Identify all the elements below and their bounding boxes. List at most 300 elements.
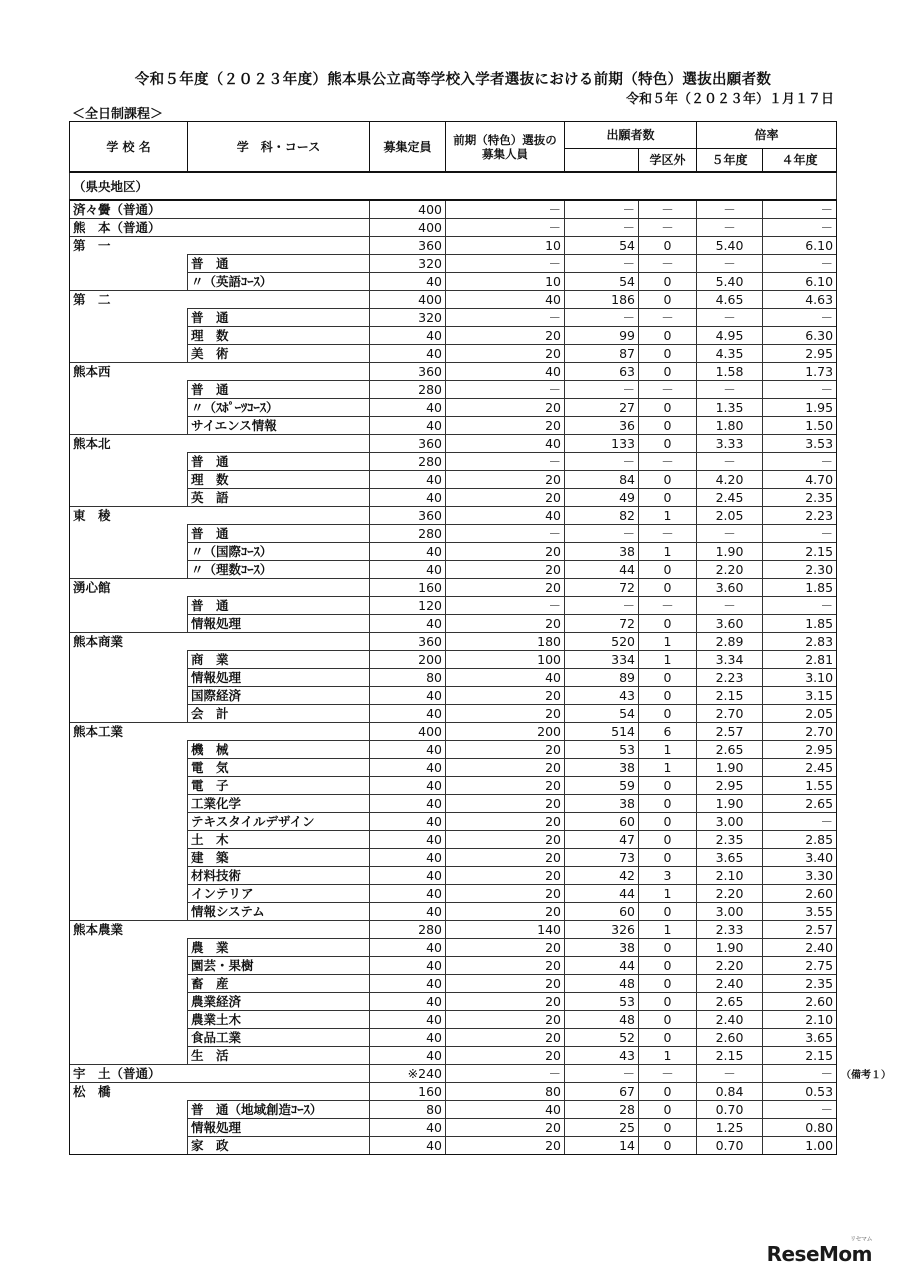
quota-cell: 400 [370, 723, 446, 741]
early-quota-cell: 20 [446, 1137, 565, 1155]
ratio-r5-cell: － [697, 200, 763, 219]
early-quota-cell: 180 [446, 633, 565, 651]
early-quota-cell: 20 [446, 795, 565, 813]
ratio-r5-cell: 3.65 [697, 849, 763, 867]
applicants-cell: 42 [565, 867, 639, 885]
applicants-cell: － [565, 309, 639, 327]
ratio-r5-cell: 2.15 [697, 1047, 763, 1065]
applicants-cell: 89 [565, 669, 639, 687]
school-name [70, 345, 188, 363]
quota-cell: 40 [370, 1137, 446, 1155]
early-quota-cell: 20 [446, 813, 565, 831]
outside-cell: 1 [639, 651, 697, 669]
header-applicants: 出願者数 [565, 122, 697, 149]
quota-cell: 40 [370, 795, 446, 813]
dept-name: 園芸・果樹 [188, 957, 370, 975]
dept-row [70, 327, 837, 345]
dept-row [70, 471, 837, 489]
outside-cell: 1 [639, 507, 697, 525]
dept-row [70, 543, 837, 561]
early-quota-cell: － [446, 525, 565, 543]
quota-cell: 40 [370, 777, 446, 795]
outside-cell: 0 [639, 1137, 697, 1155]
school-name [70, 543, 188, 561]
dept-row [70, 1119, 837, 1137]
ratio-r5-cell: 1.80 [697, 417, 763, 435]
quota-cell: 360 [370, 507, 446, 525]
outside-cell: 0 [639, 489, 697, 507]
ratio-r4-cell: － [763, 813, 837, 831]
header-r5: ５年度 [697, 149, 763, 173]
early-quota-cell: 20 [446, 615, 565, 633]
ratio-r4-cell: 2.85 [763, 831, 837, 849]
ratio-r5-cell: 2.23 [697, 669, 763, 687]
school-name: 済々黌（普通） [70, 200, 188, 219]
ratio-r5-cell: － [697, 597, 763, 615]
ratio-r5-cell: 4.95 [697, 327, 763, 345]
early-quota-cell: 20 [446, 975, 565, 993]
ratio-r4-cell: 6.10 [763, 237, 837, 255]
dept-row [70, 489, 837, 507]
school-row [70, 219, 837, 237]
dept-name: 農業土木 [188, 1011, 370, 1029]
dept-name [188, 237, 370, 255]
outside-cell: 0 [639, 417, 697, 435]
school-name [70, 651, 188, 669]
dept-name: 普 通 [188, 381, 370, 399]
dept-name: 美 術 [188, 345, 370, 363]
outside-cell: 0 [639, 957, 697, 975]
document-title: 令和５年度（２０２３年度）熊本県公立高等学校入学者選抜における前期（特色）選抜出願者数 [134, 72, 772, 88]
ratio-r5-cell: 2.15 [697, 687, 763, 705]
early-quota-cell: 20 [446, 903, 565, 921]
school-row [70, 363, 837, 381]
early-quota-cell: 80 [446, 1083, 565, 1101]
applicants-cell: － [565, 381, 639, 399]
school-name [70, 903, 188, 921]
dept-name: サイエンス情報 [188, 417, 370, 435]
outside-cell: 0 [639, 399, 697, 417]
quota-cell: 280 [370, 381, 446, 399]
quota-cell: 40 [370, 615, 446, 633]
dept-row [70, 903, 837, 921]
outside-cell: 6 [639, 723, 697, 741]
outside-cell: 0 [639, 345, 697, 363]
school-row [70, 507, 837, 525]
applicants-cell: 38 [565, 939, 639, 957]
applicants-cell: 186 [565, 291, 639, 309]
header-outside: 学区外 [639, 149, 697, 173]
quota-cell: 360 [370, 435, 446, 453]
quota-cell: 160 [370, 579, 446, 597]
ratio-r5-cell: 1.90 [697, 795, 763, 813]
early-quota-cell: 20 [446, 327, 565, 345]
ratio-r5-cell: － [697, 453, 763, 471]
ratio-r5-cell: 3.34 [697, 651, 763, 669]
early-quota-cell: 20 [446, 939, 565, 957]
ratio-r5-cell: 2.35 [697, 831, 763, 849]
dept-row [70, 1137, 837, 1155]
applicants-cell: 326 [565, 921, 639, 939]
outside-cell: 0 [639, 435, 697, 453]
outside-cell: 0 [639, 615, 697, 633]
outside-cell: 0 [639, 1119, 697, 1137]
applicants-cell: － [565, 200, 639, 219]
school-name [70, 489, 188, 507]
dept-name: 電 気 [188, 759, 370, 777]
applicants-cell: 38 [565, 795, 639, 813]
header-applicants-total [565, 149, 639, 173]
outside-cell: 0 [639, 795, 697, 813]
ratio-r5-cell: 5.40 [697, 237, 763, 255]
quota-cell: 40 [370, 975, 446, 993]
applicants-cell: 72 [565, 579, 639, 597]
outside-cell: 0 [639, 777, 697, 795]
quota-cell: 40 [370, 1029, 446, 1047]
ratio-r4-cell: 1.55 [763, 777, 837, 795]
ratio-r4-cell: 2.35 [763, 975, 837, 993]
school-row [70, 723, 837, 741]
applicants-cell: 60 [565, 903, 639, 921]
dept-name: 会 計 [188, 705, 370, 723]
early-quota-cell: 20 [446, 561, 565, 579]
ratio-r4-cell: 3.15 [763, 687, 837, 705]
school-name [70, 1011, 188, 1029]
school-name [70, 309, 188, 327]
outside-cell: － [639, 1065, 697, 1083]
ratio-r4-cell: 0.80 [763, 1119, 837, 1137]
quota-cell: 40 [370, 1119, 446, 1137]
school-name [70, 759, 188, 777]
quota-cell: 320 [370, 255, 446, 273]
ratio-r4-cell: 3.65 [763, 1029, 837, 1047]
school-name [70, 255, 188, 273]
school-row [70, 1083, 837, 1101]
quota-cell: 40 [370, 417, 446, 435]
header-ratio: 倍率 [697, 122, 837, 149]
early-quota-cell: 20 [446, 993, 565, 1011]
dept-row [70, 1029, 837, 1047]
applicants-cell: 67 [565, 1083, 639, 1101]
applicants-cell: 38 [565, 759, 639, 777]
school-name: 松 橋 [70, 1083, 188, 1101]
region-row [70, 172, 837, 200]
school-name: 宇 土（普通） [70, 1065, 188, 1083]
school-name [70, 975, 188, 993]
ratio-r4-cell: 2.81 [763, 651, 837, 669]
header-early-quota: 前期（特色）選抜の募集人員 [446, 122, 565, 173]
outside-cell: － [639, 219, 697, 237]
outside-cell: 0 [639, 579, 697, 597]
dept-name: 情報処理 [188, 1119, 370, 1137]
quota-cell: 40 [370, 489, 446, 507]
applicants-cell: 54 [565, 273, 639, 291]
ratio-r4-cell: 2.05 [763, 705, 837, 723]
dept-row [70, 1047, 837, 1065]
school-name [70, 867, 188, 885]
early-quota-cell: 20 [446, 957, 565, 975]
dept-name [188, 363, 370, 381]
note-label: （備考１） [841, 1070, 891, 1081]
dept-row [70, 1101, 837, 1119]
ratio-r4-cell: 1.85 [763, 579, 837, 597]
ratio-r5-cell: 2.45 [697, 489, 763, 507]
school-name [70, 1101, 188, 1119]
table-body [70, 172, 837, 1155]
early-quota-cell: 20 [446, 849, 565, 867]
early-quota-cell: 20 [446, 759, 565, 777]
ratio-r4-cell: 2.15 [763, 1047, 837, 1065]
dept-name: 普 通 [188, 525, 370, 543]
ratio-r5-cell: 3.00 [697, 813, 763, 831]
applicants-cell: 43 [565, 687, 639, 705]
dept-row [70, 651, 837, 669]
dept-name [188, 723, 370, 741]
outside-cell: 1 [639, 759, 697, 777]
dept-row [70, 939, 837, 957]
quota-cell: 400 [370, 291, 446, 309]
school-row [70, 921, 837, 939]
ratio-r4-cell: 1.50 [763, 417, 837, 435]
ratio-r5-cell: 2.60 [697, 1029, 763, 1047]
ratio-r5-cell: 2.65 [697, 741, 763, 759]
ratio-r5-cell: 2.95 [697, 777, 763, 795]
dept-name [188, 633, 370, 651]
ratio-r5-cell: 0.84 [697, 1083, 763, 1101]
ratio-r4-cell: － [763, 453, 837, 471]
outside-cell: 0 [639, 291, 697, 309]
early-quota-cell: 10 [446, 273, 565, 291]
ratio-r5-cell: 2.20 [697, 561, 763, 579]
applicants-cell: 334 [565, 651, 639, 669]
applicants-cell: 27 [565, 399, 639, 417]
applicants-cell: 52 [565, 1029, 639, 1047]
ratio-r4-cell: 2.95 [763, 345, 837, 363]
outside-cell: 1 [639, 741, 697, 759]
quota-cell: 40 [370, 543, 446, 561]
early-quota-cell: － [446, 597, 565, 615]
ratio-r4-cell: 3.30 [763, 867, 837, 885]
ratio-r4-cell: 2.60 [763, 885, 837, 903]
outside-cell: 0 [639, 939, 697, 957]
outside-cell: 0 [639, 831, 697, 849]
ratio-r4-cell: 1.95 [763, 399, 837, 417]
quota-cell: 40 [370, 273, 446, 291]
early-quota-cell: 40 [446, 669, 565, 687]
school-name [70, 849, 188, 867]
applicants-cell: 43 [565, 1047, 639, 1065]
ratio-r5-cell: 2.40 [697, 1011, 763, 1029]
quota-cell: 40 [370, 849, 446, 867]
ratio-r4-cell: 2.15 [763, 543, 837, 561]
outside-cell: 0 [639, 363, 697, 381]
early-quota-cell: － [446, 255, 565, 273]
early-quota-cell: 100 [446, 651, 565, 669]
early-quota-cell: 20 [446, 471, 565, 489]
dept-name: 〃（理数ｺｰｽ） [188, 561, 370, 579]
quota-cell: 40 [370, 759, 446, 777]
school-row [70, 291, 837, 309]
school-name: 熊本工業 [70, 723, 188, 741]
school-name: 熊本北 [70, 435, 188, 453]
school-name [70, 597, 188, 615]
quota-cell: 40 [370, 471, 446, 489]
logo-text: ReseMom [766, 1242, 872, 1266]
early-quota-cell: 20 [446, 777, 565, 795]
quota-cell: 40 [370, 885, 446, 903]
dept-name: 〃（国際ｺｰｽ） [188, 543, 370, 561]
ratio-r5-cell: 2.65 [697, 993, 763, 1011]
ratio-r4-cell: － [763, 309, 837, 327]
school-name [70, 939, 188, 957]
quota-cell: 40 [370, 939, 446, 957]
ratio-r4-cell: 2.70 [763, 723, 837, 741]
early-quota-cell: － [446, 381, 565, 399]
school-name: 第 二 [70, 291, 188, 309]
applicants-cell: － [565, 255, 639, 273]
dept-row [70, 615, 837, 633]
quota-cell: 280 [370, 525, 446, 543]
school-name: 熊 本（普通） [70, 219, 188, 237]
applicants-cell: 36 [565, 417, 639, 435]
ratio-r4-cell: 3.40 [763, 849, 837, 867]
school-row [70, 435, 837, 453]
early-quota-cell: 20 [446, 579, 565, 597]
dept-row [70, 525, 837, 543]
applicants-cell: 14 [565, 1137, 639, 1155]
school-name [70, 687, 188, 705]
ratio-r5-cell: 2.10 [697, 867, 763, 885]
school-name [70, 273, 188, 291]
ratio-r4-cell: － [763, 1065, 837, 1083]
ratio-r4-cell: 3.55 [763, 903, 837, 921]
early-quota-cell: 20 [446, 399, 565, 417]
applicants-cell: 54 [565, 705, 639, 723]
early-quota-cell: 20 [446, 543, 565, 561]
early-quota-cell: 40 [446, 291, 565, 309]
ratio-r4-cell: 6.30 [763, 327, 837, 345]
outside-cell: 0 [639, 237, 697, 255]
ratio-r5-cell: 2.33 [697, 921, 763, 939]
course-label: ＜全日制課程＞ [72, 107, 164, 122]
school-name: 第 一 [70, 237, 188, 255]
applicants-cell: 47 [565, 831, 639, 849]
ratio-r4-cell: 1.73 [763, 363, 837, 381]
school-name [70, 471, 188, 489]
early-quota-cell: 20 [446, 741, 565, 759]
applicants-cell: － [565, 1065, 639, 1083]
school-name [70, 381, 188, 399]
quota-cell: 40 [370, 561, 446, 579]
quota-cell: 40 [370, 903, 446, 921]
dept-row [70, 993, 837, 1011]
applicants-cell: 87 [565, 345, 639, 363]
quota-cell: 160 [370, 1083, 446, 1101]
outside-cell: － [639, 381, 697, 399]
ratio-r4-cell: 6.10 [763, 273, 837, 291]
header-quota: 募集定員 [370, 122, 446, 173]
dept-row [70, 381, 837, 399]
dept-name: 建 築 [188, 849, 370, 867]
ratio-r4-cell: － [763, 597, 837, 615]
applicants-cell: 82 [565, 507, 639, 525]
applicants-cell: 54 [565, 237, 639, 255]
ratio-r4-cell: 0.53 [763, 1083, 837, 1101]
dept-name: 機 械 [188, 741, 370, 759]
school-name [70, 669, 188, 687]
applicants-cell: 44 [565, 885, 639, 903]
quota-cell: 40 [370, 327, 446, 345]
dept-name: 普 通（地域創造ｺｰｽ） [188, 1101, 370, 1119]
dept-row [70, 345, 837, 363]
outside-cell: 0 [639, 273, 697, 291]
outside-cell: － [639, 255, 697, 273]
outside-cell: － [639, 525, 697, 543]
school-name [70, 741, 188, 759]
outside-cell: 1 [639, 1047, 697, 1065]
region-label: （県央地区） [70, 172, 837, 200]
outside-cell: 0 [639, 327, 697, 345]
outside-cell: 1 [639, 921, 697, 939]
ratio-r5-cell: － [697, 309, 763, 327]
early-quota-cell: 20 [446, 1011, 565, 1029]
dept-name [188, 200, 370, 219]
ratio-r5-cell: 5.40 [697, 273, 763, 291]
school-row [70, 579, 837, 597]
applicants-cell: － [565, 525, 639, 543]
outside-cell: 0 [639, 813, 697, 831]
ratio-r5-cell: 3.00 [697, 903, 763, 921]
dept-name: 情報システム [188, 903, 370, 921]
applicants-cell: 72 [565, 615, 639, 633]
outside-cell: 0 [639, 669, 697, 687]
outside-cell: 1 [639, 543, 697, 561]
early-quota-cell: 20 [446, 687, 565, 705]
early-quota-cell: － [446, 453, 565, 471]
ratio-r5-cell: 2.40 [697, 975, 763, 993]
quota-cell: 40 [370, 741, 446, 759]
applicants-cell: 520 [565, 633, 639, 651]
school-name: 東 稜 [70, 507, 188, 525]
outside-cell: 0 [639, 561, 697, 579]
applicants-cell: － [565, 453, 639, 471]
dept-name: 英 語 [188, 489, 370, 507]
quota-cell: 40 [370, 1047, 446, 1065]
dept-name: 農業経済 [188, 993, 370, 1011]
resemom-logo [766, 1236, 872, 1266]
outside-cell: 0 [639, 849, 697, 867]
outside-cell: － [639, 597, 697, 615]
school-name [70, 525, 188, 543]
ratio-r4-cell: 2.45 [763, 759, 837, 777]
quota-cell: 40 [370, 705, 446, 723]
early-quota-cell: 20 [446, 705, 565, 723]
ratio-r4-cell: 2.40 [763, 939, 837, 957]
school-name [70, 417, 188, 435]
ratio-r5-cell: － [697, 381, 763, 399]
school-name: 熊本商業 [70, 633, 188, 651]
applicants-cell: 133 [565, 435, 639, 453]
early-quota-cell: 20 [446, 867, 565, 885]
dept-name [188, 1083, 370, 1101]
ratio-r5-cell: － [697, 525, 763, 543]
ratio-r4-cell: 2.60 [763, 993, 837, 1011]
ratio-r4-cell: 2.57 [763, 921, 837, 939]
ratio-r5-cell: 2.20 [697, 885, 763, 903]
ratio-r4-cell: 2.30 [763, 561, 837, 579]
dept-name: 国際経済 [188, 687, 370, 705]
outside-cell: 3 [639, 867, 697, 885]
